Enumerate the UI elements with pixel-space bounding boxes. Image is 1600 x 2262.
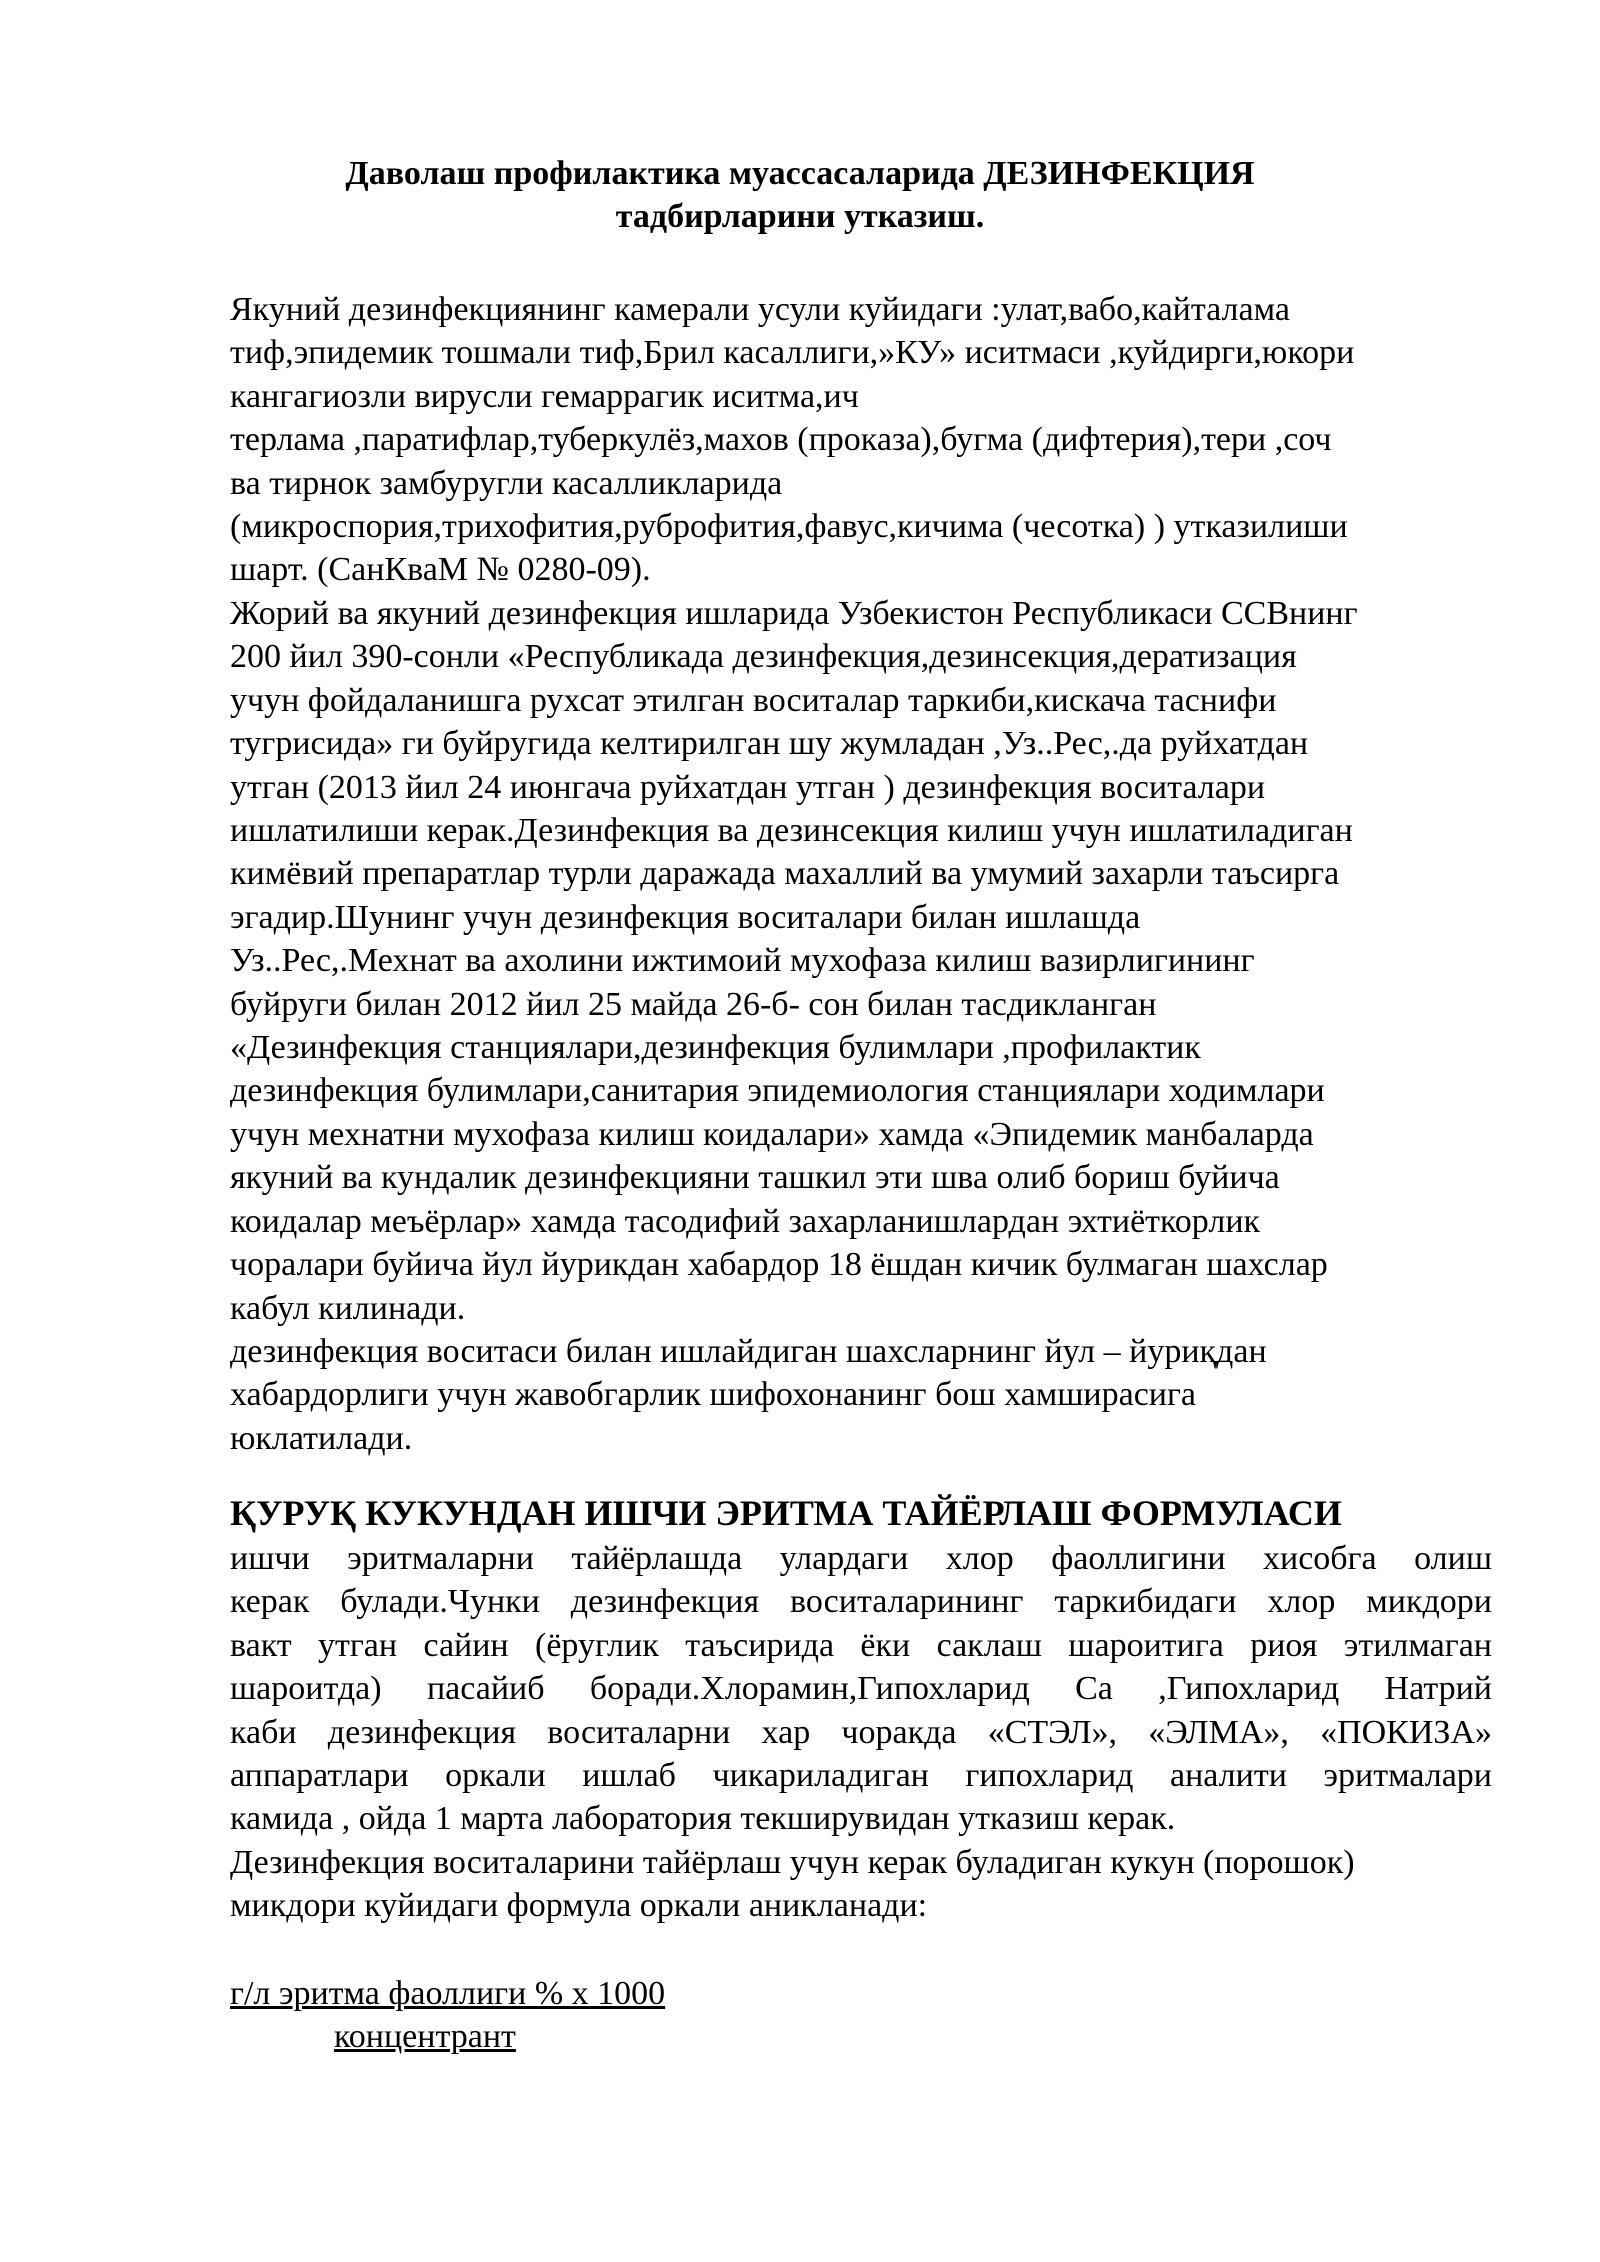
- title-line-1: Даволаш профилактика муассасаларида ДЕЗИНФЕКЦИЯ: [345, 155, 1255, 192]
- text-line: якуний ва кундалик дезинфекцияни ташкил эти шва олиб бориш буйича: [230, 1159, 1280, 1197]
- text-line: юклатилади.: [230, 1419, 413, 1457]
- text-line: аппаратлари оркали ишлаб чикариладиган гипохларид аналити эритмалари: [230, 1756, 1492, 1794]
- text-line: утган (2013 йил 24 июнгача руйхатдан утган ) дезинфекция воситалари: [230, 768, 1266, 806]
- paragraph-camera-disinfection: [230, 288, 1495, 592]
- text-line: учун мехнатни мухофаза килиш коидалари» хамда «Эпидемик манбаларда: [230, 1115, 1314, 1153]
- text-line: коидалар меъёрлар» хамда тасодифий захарланишлардан эхтиёткорлик: [230, 1202, 1261, 1240]
- section-heading: ҚУРУҚ КУКУНДАН ИШЧИ ЭРИТМА ТАЙЁРЛАШ ФОРМУЛАСИ: [230, 1493, 1342, 1533]
- text-line: чоралари буйича йул йурикдан хабардор 18 ёшдан кичик булмаган шахслар: [230, 1246, 1328, 1284]
- text-line: тугрисида» ги буйругида келтирилган шу жумладан ,Уз..Рес,.да руйхатдан: [230, 725, 1309, 763]
- text-line: кангагиозли вирусли гемаррагик иситма,ич: [230, 377, 859, 415]
- text-line: терлама ,паратифлар,туберкулёз,махов (проказа),бугма (дифтерия),тери ,соч: [230, 421, 1332, 459]
- text-line: 200 йил 390-сонли «Республикада дезинфекция,дезинсекция,дератизация: [230, 638, 1297, 676]
- text-line: ишчи эритмаларни тайёрлашда улардаги хлор фаоллигини хисобга олиш: [230, 1540, 1492, 1577]
- text-line: дезинфекция булимлари,санитария эпидемиология станциялари ходимлари: [230, 1072, 1325, 1110]
- title-line-2: тадбирларини утказиш.: [615, 198, 985, 235]
- document-title: [230, 152, 1370, 238]
- text-line: каби дезинфекция воситаларни хар чоракда «СТЭЛ», «ЭЛМА», «ПОКИЗА»: [230, 1713, 1492, 1751]
- text-line: дезинфекция воситаси билан ишлайдиган шахсларнинг йул – йуриқдан: [230, 1333, 1267, 1370]
- text-line: (микроспория,трихофития,руброфития,фавус,кичима (чесотка) ) утказилиши: [230, 508, 1348, 546]
- text-line: ва тирнок замбуругли касалликларида: [230, 464, 783, 502]
- text-line: тиф,эпидемик тошмали тиф,Брил касаллиги,»КУ» иситмаси ,куйдирги,юкори: [230, 334, 1355, 372]
- text-line: Дезинфекция воситаларини тайёрлаш учун керак буладиган кукун (порошок): [230, 1843, 1355, 1881]
- text-line: керак булади.Чунки дезинфекция воситаларининг таркибидаги хлор микдори: [230, 1583, 1492, 1621]
- text-line: Жорий ва якуний дезинфекция ишларида Узбекистон Республикаси ССВнинг: [230, 595, 1358, 632]
- text-line: буйруги билан 2012 йил 25 майда 26-б- сон билан тасдикланган: [230, 985, 1157, 1023]
- text-line: шароитда) пасайиб боради.Хлорамин,Гипохларид Са ,Гипохларид Натрий: [230, 1670, 1492, 1708]
- formula-denominator: концентрант: [334, 2018, 516, 2055]
- text-line: шарт. (СанКваМ № 0280-09).: [230, 551, 651, 589]
- text-line: ишлатилиши керак.Дезинфекция ва дезинсекция килиш учун ишлатиладиган: [230, 812, 1353, 850]
- text-line: эгадир.Шунинг учун дезинфекция воситалари билан ишлашда: [230, 898, 1141, 936]
- text-line: микдори куйидаги формула оркали аникланади:: [230, 1887, 928, 1925]
- text-line: хабардорлиги учун жавобгарлик шифохонанинг бош хамширасига: [230, 1376, 1197, 1414]
- formula-numerator: г/л эритма фаоллиги % х 1000: [230, 1975, 666, 2012]
- paragraph-current-disinfection: [230, 592, 1495, 1330]
- text-line: «Дезинфекция станциялари,дезинфекция булимлари ,профилактик: [230, 1029, 1201, 1067]
- text-line: учун фойдаланишга рухсат этилган воситалар таркиби,кискача таснифи: [230, 681, 1277, 719]
- text-line: Якуний дезинфекциянинг камерали усули куйидаги :улат,вабо,кайталама: [230, 291, 1290, 328]
- paragraph-responsibility: [230, 1330, 1495, 1460]
- text-line: камида , ойда 1 марта лаборатория текширувидан утказиш керак.: [230, 1800, 1176, 1838]
- text-line: кабул килинади.: [230, 1289, 466, 1327]
- text-line: вакт утган сайин (ёруглик таъсирида ёки саклаш шароитига риоя этилмаган: [230, 1626, 1492, 1664]
- text-line: Уз..Рес,.Мехнат ва ахолини ижтимоий мухофаза килиш вазирлигининг: [230, 942, 1255, 980]
- text-line: кимёвий препаратлар турли даражада махаллий ва умумий захарли таъсирга: [230, 855, 1340, 893]
- paragraph-working-solution: [230, 1537, 1492, 1928]
